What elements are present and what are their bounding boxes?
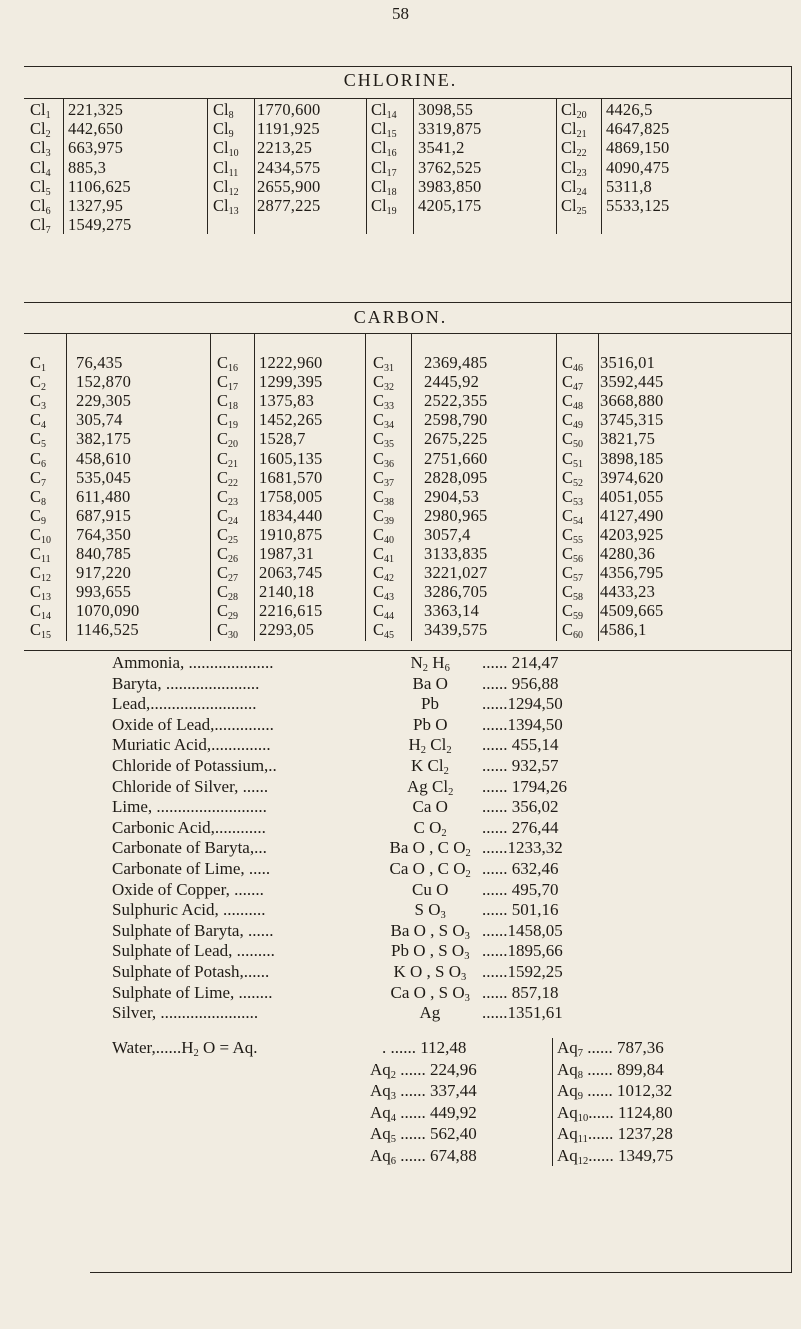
compound-row: [112, 858, 632, 879]
carbon-value: 4280,36: [600, 544, 656, 563]
carbon-value: 3745,315: [600, 410, 664, 430]
compound-row: [112, 940, 632, 961]
compound-formula: $H_2$ $Cl_2$: [408, 735, 452, 757]
carbon-value: 2751,660: [424, 448, 488, 468]
carbon-symbol: $C_{11}$: [30, 544, 51, 565]
carbon-symbol: $C_2$: [30, 372, 47, 394]
carbon-symbol: $C_{22}$: [217, 467, 239, 489]
carbon-symbol: $C_{53}$: [562, 486, 584, 508]
carbon-symbol: $C_{49}$: [562, 410, 584, 432]
carbon-symbol: $C_{13}$: [30, 582, 52, 604]
compound-formula: $N_2$ $H_6$: [410, 653, 450, 674]
carbon-symbol: $C_{10}$: [30, 524, 52, 546]
carbon-symbol: $C_{60}$: [562, 620, 584, 642]
carbon-top-rule: [24, 333, 791, 334]
compound-name: Sulphuric Acid, ..........: [112, 900, 266, 920]
compound-name: Ammonia, ....................: [112, 653, 274, 672]
chlorine-value: 5311,8: [606, 176, 652, 196]
chlorine-symbol: $Cl_3$: [30, 138, 51, 160]
water-row: $Aq_{11}$...... 1237,28: [557, 1124, 673, 1145]
carbon-symbol: $C_{21}$: [217, 448, 239, 470]
chlorine-value: 1191,925: [257, 119, 320, 139]
carbon-symbol: $C_{54}$: [562, 505, 584, 527]
carbon-value: 1452,265: [259, 410, 323, 430]
compound-name: Silver, .......................: [112, 1003, 259, 1023]
chlorine-value: 2655,900: [257, 176, 321, 196]
carbon-symbol: $C_{28}$: [217, 582, 239, 604]
chlorine-value: 4090,475: [606, 157, 670, 177]
chlorine-value: 663,975: [68, 138, 124, 158]
compound-value: ......1895,66: [482, 941, 563, 961]
compound-value: ...... 356,02: [482, 797, 559, 817]
chlorine-top-rule: [24, 98, 791, 99]
compound-value: ......1458,05: [482, 920, 563, 940]
chlorine-column-rule: [207, 98, 208, 234]
compound-formula: Ca O: [412, 797, 448, 817]
compound-formula: Ca O , C $O_2$: [389, 859, 471, 880]
carbon-value: 2828,095: [424, 467, 488, 487]
carbon-symbol: $C_{33}$: [373, 391, 395, 413]
compound-row: [112, 961, 632, 982]
carbon-symbol: $C_7$: [30, 467, 47, 489]
compound-value: ......1233,32: [482, 838, 563, 858]
carbon-value: 76,435: [76, 353, 123, 372]
carbon-symbol: $C_{26}$: [217, 544, 239, 565]
compound-value: ......1294,50: [482, 694, 563, 714]
chlorine-column-rule: [413, 98, 414, 234]
water-label: $Water,......H_2$ O = Aq.: [112, 1038, 258, 1059]
page-number: 58: [392, 4, 409, 23]
chlorine-symbol: $Cl_{13}$: [213, 196, 239, 217]
carbon-symbol: $C_{23}$: [217, 486, 239, 508]
carbon-value: 2598,790: [424, 410, 488, 430]
chlorine-symbol: $Cl_6$: [30, 196, 51, 217]
carbon-value: 4127,490: [600, 505, 664, 525]
compound-row: [112, 920, 632, 941]
compound-formula: S $O_3$: [414, 900, 446, 922]
water-row: $Aq_6$ ...... 674,88: [370, 1145, 477, 1167]
carbon-symbol: $C_{45}$: [373, 620, 395, 642]
carbon-value: 1222,960: [259, 353, 323, 372]
chlorine-symbol: $Cl_{24}$: [561, 176, 587, 198]
compound-name: Sulphate of Lime, ........: [112, 982, 273, 1002]
carbon-symbol: $C_{51}$: [562, 448, 584, 470]
carbon-value: 382,175: [76, 429, 132, 449]
carbon-symbol: $C_{29}$: [217, 601, 239, 623]
carbon-value: 4509,665: [600, 601, 664, 621]
chlorine-symbol: $Cl_8$: [213, 100, 234, 121]
carbon-value: 3133,835: [424, 544, 488, 563]
compound-formula: Ba O , S $O_3$: [390, 920, 470, 942]
carbon-value: 1605,135: [259, 448, 323, 468]
carbon-symbol: $C_{17}$: [217, 372, 239, 394]
water-row: $Aq_3$ ...... 337,44: [370, 1081, 477, 1102]
chlorine-symbol: $Cl_{17}$: [371, 157, 397, 179]
chlorine-symbol: $Cl_{20}$: [561, 100, 587, 121]
carbon-value: 3668,880: [600, 391, 664, 411]
compound-name: Carbonate of Baryta,...: [112, 838, 267, 858]
carbon-value: 764,350: [76, 524, 132, 544]
compound-name: Lead,.........................: [112, 694, 257, 714]
compound-row: [112, 714, 632, 735]
carbon-symbol: $C_{35}$: [373, 429, 395, 451]
carbon-symbol: $C_{55}$: [562, 524, 584, 546]
compound-value: ...... 857,18: [482, 982, 559, 1002]
carbon-symbol: $C_{41}$: [373, 544, 395, 565]
carbon-value: 2980,965: [424, 505, 488, 525]
carbon-value: 3516,01: [600, 353, 656, 372]
compound-formula: Ag: [419, 1003, 441, 1023]
chlorine-value: 3319,875: [418, 119, 482, 139]
chlorine-symbol: $Cl_{16}$: [371, 138, 397, 160]
carbon-value: 1758,005: [259, 486, 323, 506]
carbon-symbol: $C_{30}$: [217, 620, 239, 642]
carbon-symbol: $C_{56}$: [562, 544, 584, 565]
carbon-symbol: $C_{44}$: [373, 601, 395, 623]
carbon-symbol: $C_8$: [30, 486, 47, 508]
carbon-symbol: $C_{34}$: [373, 410, 395, 432]
carbon-value: 993,655: [76, 582, 132, 602]
compound-row: [112, 693, 632, 714]
chlorine-column-rule: [254, 98, 255, 234]
carbon-value: 535,045: [76, 467, 132, 487]
carbon-value: 2369,485: [424, 353, 488, 372]
compound-name: Chloride of Silver, ......: [112, 776, 269, 796]
chlorine-value: 2877,225: [257, 196, 321, 215]
carbon-value: 2216,615: [259, 601, 323, 621]
compound-row: [112, 817, 632, 838]
carbon-value: 4433,23: [600, 582, 656, 602]
carbon-column-rule: [365, 333, 366, 641]
chlorine-symbol: $Cl_{19}$: [371, 196, 397, 217]
compound-row: [112, 734, 632, 755]
carbon-value: 2293,05: [259, 620, 315, 640]
water-row: $Aq_8$ ...... 899,84: [557, 1059, 664, 1081]
carbon-symbol: $C_1$: [30, 353, 47, 374]
carbon-symbol: $C_{24}$: [217, 505, 239, 527]
chlorine-symbol: $Cl_9$: [213, 119, 234, 141]
compound-formula: Pb: [421, 694, 439, 714]
carbon-value: 3821,75: [600, 429, 656, 449]
carbon-value: 1528,7: [259, 429, 306, 449]
carbon-symbol: $C_{48}$: [562, 391, 584, 413]
compound-name: Oxide of Lead,..............: [112, 714, 274, 734]
compound-value: ...... 214,47: [482, 653, 559, 672]
carbon-symbol: $C_{31}$: [373, 353, 395, 374]
compound-name: Baryta, ......................: [112, 673, 260, 693]
carbon-column-rule: [556, 333, 557, 641]
compound-value: ...... 1794,26: [482, 776, 567, 796]
carbon-symbol: $C_{36}$: [373, 448, 395, 470]
carbon-value: 4356,795: [600, 563, 664, 583]
chlorine-heading: CHLORINE.: [343, 70, 458, 90]
compound-name: Lime, ..........................: [112, 797, 267, 817]
chlorine-symbol: $Cl_{10}$: [213, 138, 239, 160]
carbon-symbol: $C_{46}$: [562, 353, 584, 374]
compound-formula: Pb O: [413, 714, 448, 734]
carbon-value: 687,915: [76, 505, 132, 525]
chlorine-symbol: $Cl_{14}$: [371, 100, 397, 121]
compound-name: Carbonate of Lime, .....: [112, 859, 271, 878]
carbon-value: 3439,575: [424, 620, 488, 640]
chlorine-column-rule: [601, 98, 602, 234]
chlorine-value: 3983,850: [418, 176, 482, 196]
compound-value: ...... 276,44: [482, 817, 559, 837]
compound-formula: Ag $Cl_2$: [407, 776, 454, 798]
carbon-value: 3221,027: [424, 563, 488, 583]
chlorine-value: 2213,25: [257, 138, 313, 158]
carbon-symbol: $C_5$: [30, 429, 47, 451]
carbon-symbol: $C_4$: [30, 410, 47, 432]
carbon-value: 3057,4: [424, 524, 471, 544]
chlorine-symbol: $Cl_{11}$: [213, 157, 239, 179]
water-row: . ...... 112,48: [382, 1038, 467, 1057]
carbon-symbol: $C_{27}$: [217, 563, 239, 585]
water-row: $Aq_{10}$...... 1124,80: [557, 1102, 673, 1124]
chlorine-bottom-rule: [24, 302, 791, 303]
carbon-symbol: $C_{25}$: [217, 524, 239, 546]
chlorine-value: 1770,600: [257, 100, 321, 119]
compound-value: ...... 501,16: [482, 900, 559, 920]
carbon-value: 458,610: [76, 448, 132, 468]
compound-formula: Cu O: [412, 879, 449, 899]
chlorine-column-rule: [366, 98, 367, 234]
carbon-symbol: $C_{42}$: [373, 563, 395, 585]
chlorine-value: 442,650: [68, 119, 124, 139]
carbon-value: 305,74: [76, 410, 123, 430]
carbon-heading: CARBON.: [353, 307, 448, 327]
compound-formula: K O , S $O_3$: [393, 962, 467, 983]
compound-row: [112, 879, 632, 900]
carbon-symbol: $C_{39}$: [373, 505, 395, 527]
compound-row: [112, 776, 632, 797]
compound-value: ...... 495,70: [482, 879, 559, 899]
chlorine-symbol: $Cl_5$: [30, 176, 51, 198]
water-row: $Aq_9$ ...... 1012,32: [557, 1081, 673, 1102]
chlorine-column-rule: [63, 98, 64, 234]
carbon-symbol: $C_{18}$: [217, 391, 239, 413]
carbon-value: 4203,925: [600, 524, 664, 544]
chlorine-column-rule: [556, 98, 557, 234]
chlorine-value: 4869,150: [606, 138, 670, 158]
compound-row: [112, 755, 632, 776]
compound-value: ......1351,61: [482, 1003, 563, 1023]
chlorine-value: 3541,2: [418, 138, 465, 158]
carbon-symbol: $C_{52}$: [562, 467, 584, 489]
carbon-value: 229,305: [76, 391, 132, 411]
water-divider: [552, 1038, 553, 1166]
chlorine-value: 885,3: [68, 157, 107, 177]
chlorine-symbol: $Cl_{21}$: [561, 119, 587, 141]
chlorine-symbol: $Cl_7$: [30, 215, 51, 237]
water-row: $Aq_4$ ...... 449,92: [370, 1102, 477, 1124]
carbon-value: 4051,055: [600, 486, 664, 506]
carbon-value: 3898,185: [600, 448, 664, 468]
carbon-symbol: $C_9$: [30, 505, 47, 527]
compound-name: Sulphate of Baryta, ......: [112, 920, 274, 940]
compound-formula: C $O_2$: [413, 817, 447, 839]
chlorine-value: 1327,95: [68, 196, 124, 215]
compound-name: Sulphate of Potash,......: [112, 962, 270, 981]
carbon-symbol: $C_{12}$: [30, 563, 52, 585]
chlorine-value: 1106,625: [68, 176, 131, 196]
water-row: $Aq_7$ ...... 787,36: [557, 1038, 664, 1059]
water-row: $Aq_2$ ...... 224,96: [370, 1059, 477, 1081]
compound-value: ...... 455,14: [482, 735, 559, 755]
carbon-symbol: $C_{50}$: [562, 429, 584, 451]
chlorine-symbol: $Cl_{23}$: [561, 157, 587, 179]
compound-value: ...... 956,88: [482, 673, 559, 693]
carbon-symbol: $C_6$: [30, 448, 47, 470]
carbon-value: 1910,875: [259, 524, 323, 544]
compound-formula: K $Cl_2$: [411, 756, 449, 777]
carbon-value: 1681,570: [259, 467, 323, 487]
carbon-column-rule: [210, 333, 211, 641]
carbon-symbol: $C_{47}$: [562, 372, 584, 394]
carbon-value: 4586,1: [600, 620, 647, 640]
chlorine-value: 5533,125: [606, 196, 670, 215]
chlorine-value: 221,325: [68, 100, 124, 119]
chlorine-value: 1549,275: [68, 215, 132, 235]
carbon-value: 2675,225: [424, 429, 488, 449]
compound-row: [112, 899, 632, 920]
water-row: $Aq_{12}$...... 1349,75: [557, 1145, 674, 1167]
compound-value: ...... 932,57: [482, 756, 559, 775]
carbon-value: 1375,83: [259, 391, 315, 411]
water-row: $Aq_5$ ...... 562,40: [370, 1124, 477, 1145]
compound-name: Carbonic Acid,............: [112, 817, 266, 837]
carbon-symbol: $C_{14}$: [30, 601, 52, 623]
carbon-value: 2904,53: [424, 486, 480, 506]
compound-row: [112, 673, 632, 694]
carbon-value: 917,220: [76, 563, 132, 583]
compound-formula: Ca O , S $O_3$: [390, 982, 470, 1004]
page-bottom-rule: [90, 1272, 791, 1273]
chlorine-value: 3762,525: [418, 157, 482, 177]
carbon-value: 3286,705: [424, 582, 488, 602]
compound-name: Chloride of Potassium,..: [112, 756, 277, 775]
carbon-symbol: $C_{38}$: [373, 486, 395, 508]
carbon-symbol: $C_{59}$: [562, 601, 584, 623]
chlorine-symbol: $Cl_{12}$: [213, 176, 239, 198]
carbon-symbol: $C_{40}$: [373, 524, 395, 546]
chlorine-value: 4426,5: [606, 100, 653, 119]
chlorine-symbol: $Cl_{15}$: [371, 119, 397, 141]
carbon-column-rule: [254, 333, 255, 641]
compound-name: Oxide of Copper, .......: [112, 879, 264, 899]
carbon-value: 2140,18: [259, 582, 315, 602]
carbon-symbol: $C_{19}$: [217, 410, 239, 432]
chlorine-symbol: $Cl_4$: [30, 157, 51, 179]
carbon-symbol: $C_{16}$: [217, 353, 239, 374]
carbon-symbol: $C_{15}$: [30, 620, 52, 642]
carbon-value: 3363,14: [424, 601, 480, 621]
carbon-symbol: $C_{37}$: [373, 467, 395, 489]
carbon-symbol: $C_{43}$: [373, 582, 395, 604]
chlorine-symbol: $Cl_{25}$: [561, 196, 587, 217]
carbon-bottom-rule: [24, 650, 791, 651]
carbon-value: 1070,090: [76, 601, 140, 621]
carbon-value: 3592,445: [600, 372, 664, 392]
chlorine-symbol: $Cl_1$: [30, 100, 51, 121]
compound-formula: Pb O , S $O_3$: [391, 941, 470, 963]
compound-formula: Ba O , C $O_2$: [389, 838, 471, 860]
carbon-value: 611,480: [76, 486, 131, 506]
compound-row: [112, 837, 632, 858]
carbon-symbol: $C_{57}$: [562, 563, 584, 585]
chlorine-value: 2434,575: [257, 157, 321, 177]
compound-formula: Ba O: [412, 673, 448, 693]
carbon-value: 1987,31: [259, 544, 315, 563]
carbon-value: 2445,92: [424, 372, 480, 392]
compound-row: [112, 796, 632, 817]
compound-name: Sulphate of Lead, .........: [112, 941, 275, 961]
carbon-column-rule: [66, 333, 67, 641]
compound-value: ...... 632,46: [482, 859, 559, 878]
compound-row: [112, 982, 632, 1003]
carbon-value: 840,785: [76, 544, 132, 563]
carbon-value: 2522,355: [424, 391, 488, 411]
compound-value: ......1592,25: [482, 962, 563, 981]
carbon-symbol: $C_3$: [30, 391, 47, 413]
chlorine-value: 3098,55: [418, 100, 474, 119]
carbon-value: 1834,440: [259, 505, 323, 525]
chlorine-symbol: $Cl_2$: [30, 119, 51, 141]
compound-row: [112, 652, 632, 673]
carbon-column-rule: [598, 333, 599, 641]
carbon-value: 1146,525: [76, 620, 139, 640]
carbon-column-rule: [411, 333, 412, 641]
chlorine-value: 4205,175: [418, 196, 482, 215]
carbon-symbol: $C_{32}$: [373, 372, 395, 394]
carbon-symbol: $C_{20}$: [217, 429, 239, 451]
carbon-value: 2063,745: [259, 563, 323, 583]
chlorine-value: 4647,825: [606, 119, 670, 139]
compound-name: Muriatic Acid,..............: [112, 735, 271, 755]
compound-row: [112, 1002, 632, 1023]
chlorine-symbol: $Cl_{22}$: [561, 138, 587, 160]
compound-value: ......1394,50: [482, 714, 563, 734]
chlorine-symbol: $Cl_{18}$: [371, 176, 397, 198]
carbon-value: 1299,395: [259, 372, 323, 392]
carbon-value: 3974,620: [600, 467, 664, 487]
carbon-value: 152,870: [76, 372, 132, 392]
carbon-symbol: $C_{58}$: [562, 582, 584, 604]
